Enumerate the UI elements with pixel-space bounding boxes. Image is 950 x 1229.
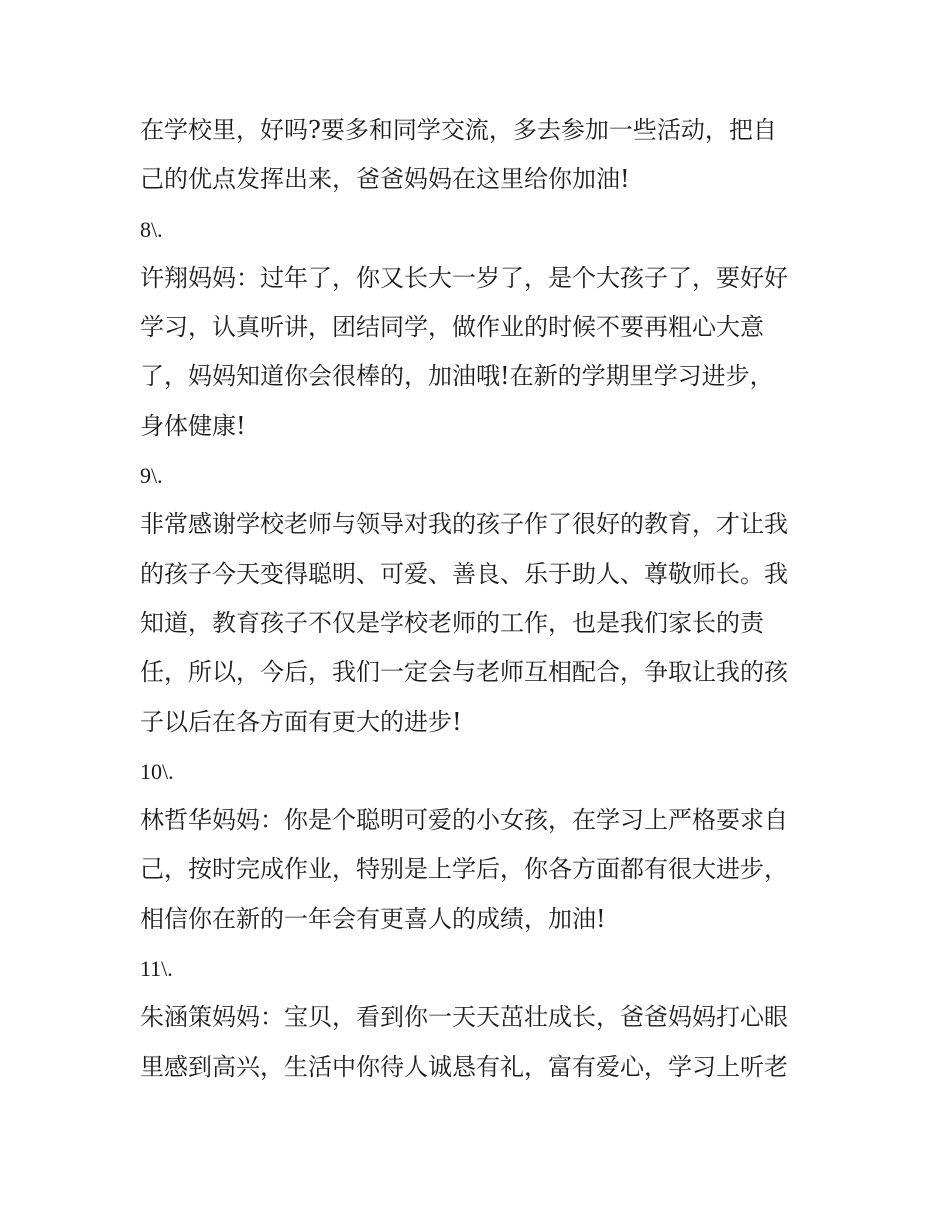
item-number: 9\. — [140, 463, 163, 489]
item-number: 8\. — [140, 216, 163, 242]
text-line: 林哲华妈妈：你是个聪明可爱的小女孩，在学习上严格要求自 — [140, 806, 788, 835]
text-line: 在学校里，好吗?要多和同学交流，多去参加一些活动，把自 — [140, 116, 777, 144]
text-line: 身体健康! — [140, 411, 246, 440]
item-number: 11\. — [140, 956, 173, 982]
text-line: 学习，认真听讲，团结同学，做作业的时候不要再粗心大意 — [140, 313, 764, 342]
text-line: 非常感谢学校老师与领导对我的孩子作了很好的教育，才让我 — [140, 510, 788, 539]
text-line: 朱涵策妈妈：宝贝，看到你一天天茁壮成长，爸爸妈妈打心眼 — [140, 1003, 788, 1032]
text-line: 任，所以，今后，我们一定会与老师互相配合，争取让我的孩 — [140, 658, 788, 687]
item-number: 10\. — [140, 758, 174, 784]
text-line: 己的优点发挥出来，爸爸妈妈在这里给你加油! — [140, 165, 630, 194]
text-line: 知道，教育孩子不仅是学校老师的工作，也是我们家长的责 — [140, 608, 764, 637]
document-page — [140, 106, 830, 1092]
text-line: 的孩子今天变得聪明、可爱、善良、乐于助人、尊敬师长。我 — [140, 559, 788, 588]
text-line: 己，按时完成作业，特别是上学后，你各方面都有很大进步， — [140, 855, 788, 884]
text-line: 许翔妈妈：过年了，你又长大一岁了，是个大孩子了，要好好 — [140, 263, 788, 292]
text-line: 里感到高兴，生活中你待人诚恳有礼，富有爱心，学习上听老 — [140, 1052, 788, 1081]
text-line: 子以后在各方面有更大的进步! — [140, 707, 462, 736]
text-line: 相信你在新的一年会有更喜人的成绩，加油! — [140, 904, 606, 933]
text-line: 了，妈妈知道你会很棒的，加油哦!在新的学期里学习进步， — [140, 362, 774, 391]
